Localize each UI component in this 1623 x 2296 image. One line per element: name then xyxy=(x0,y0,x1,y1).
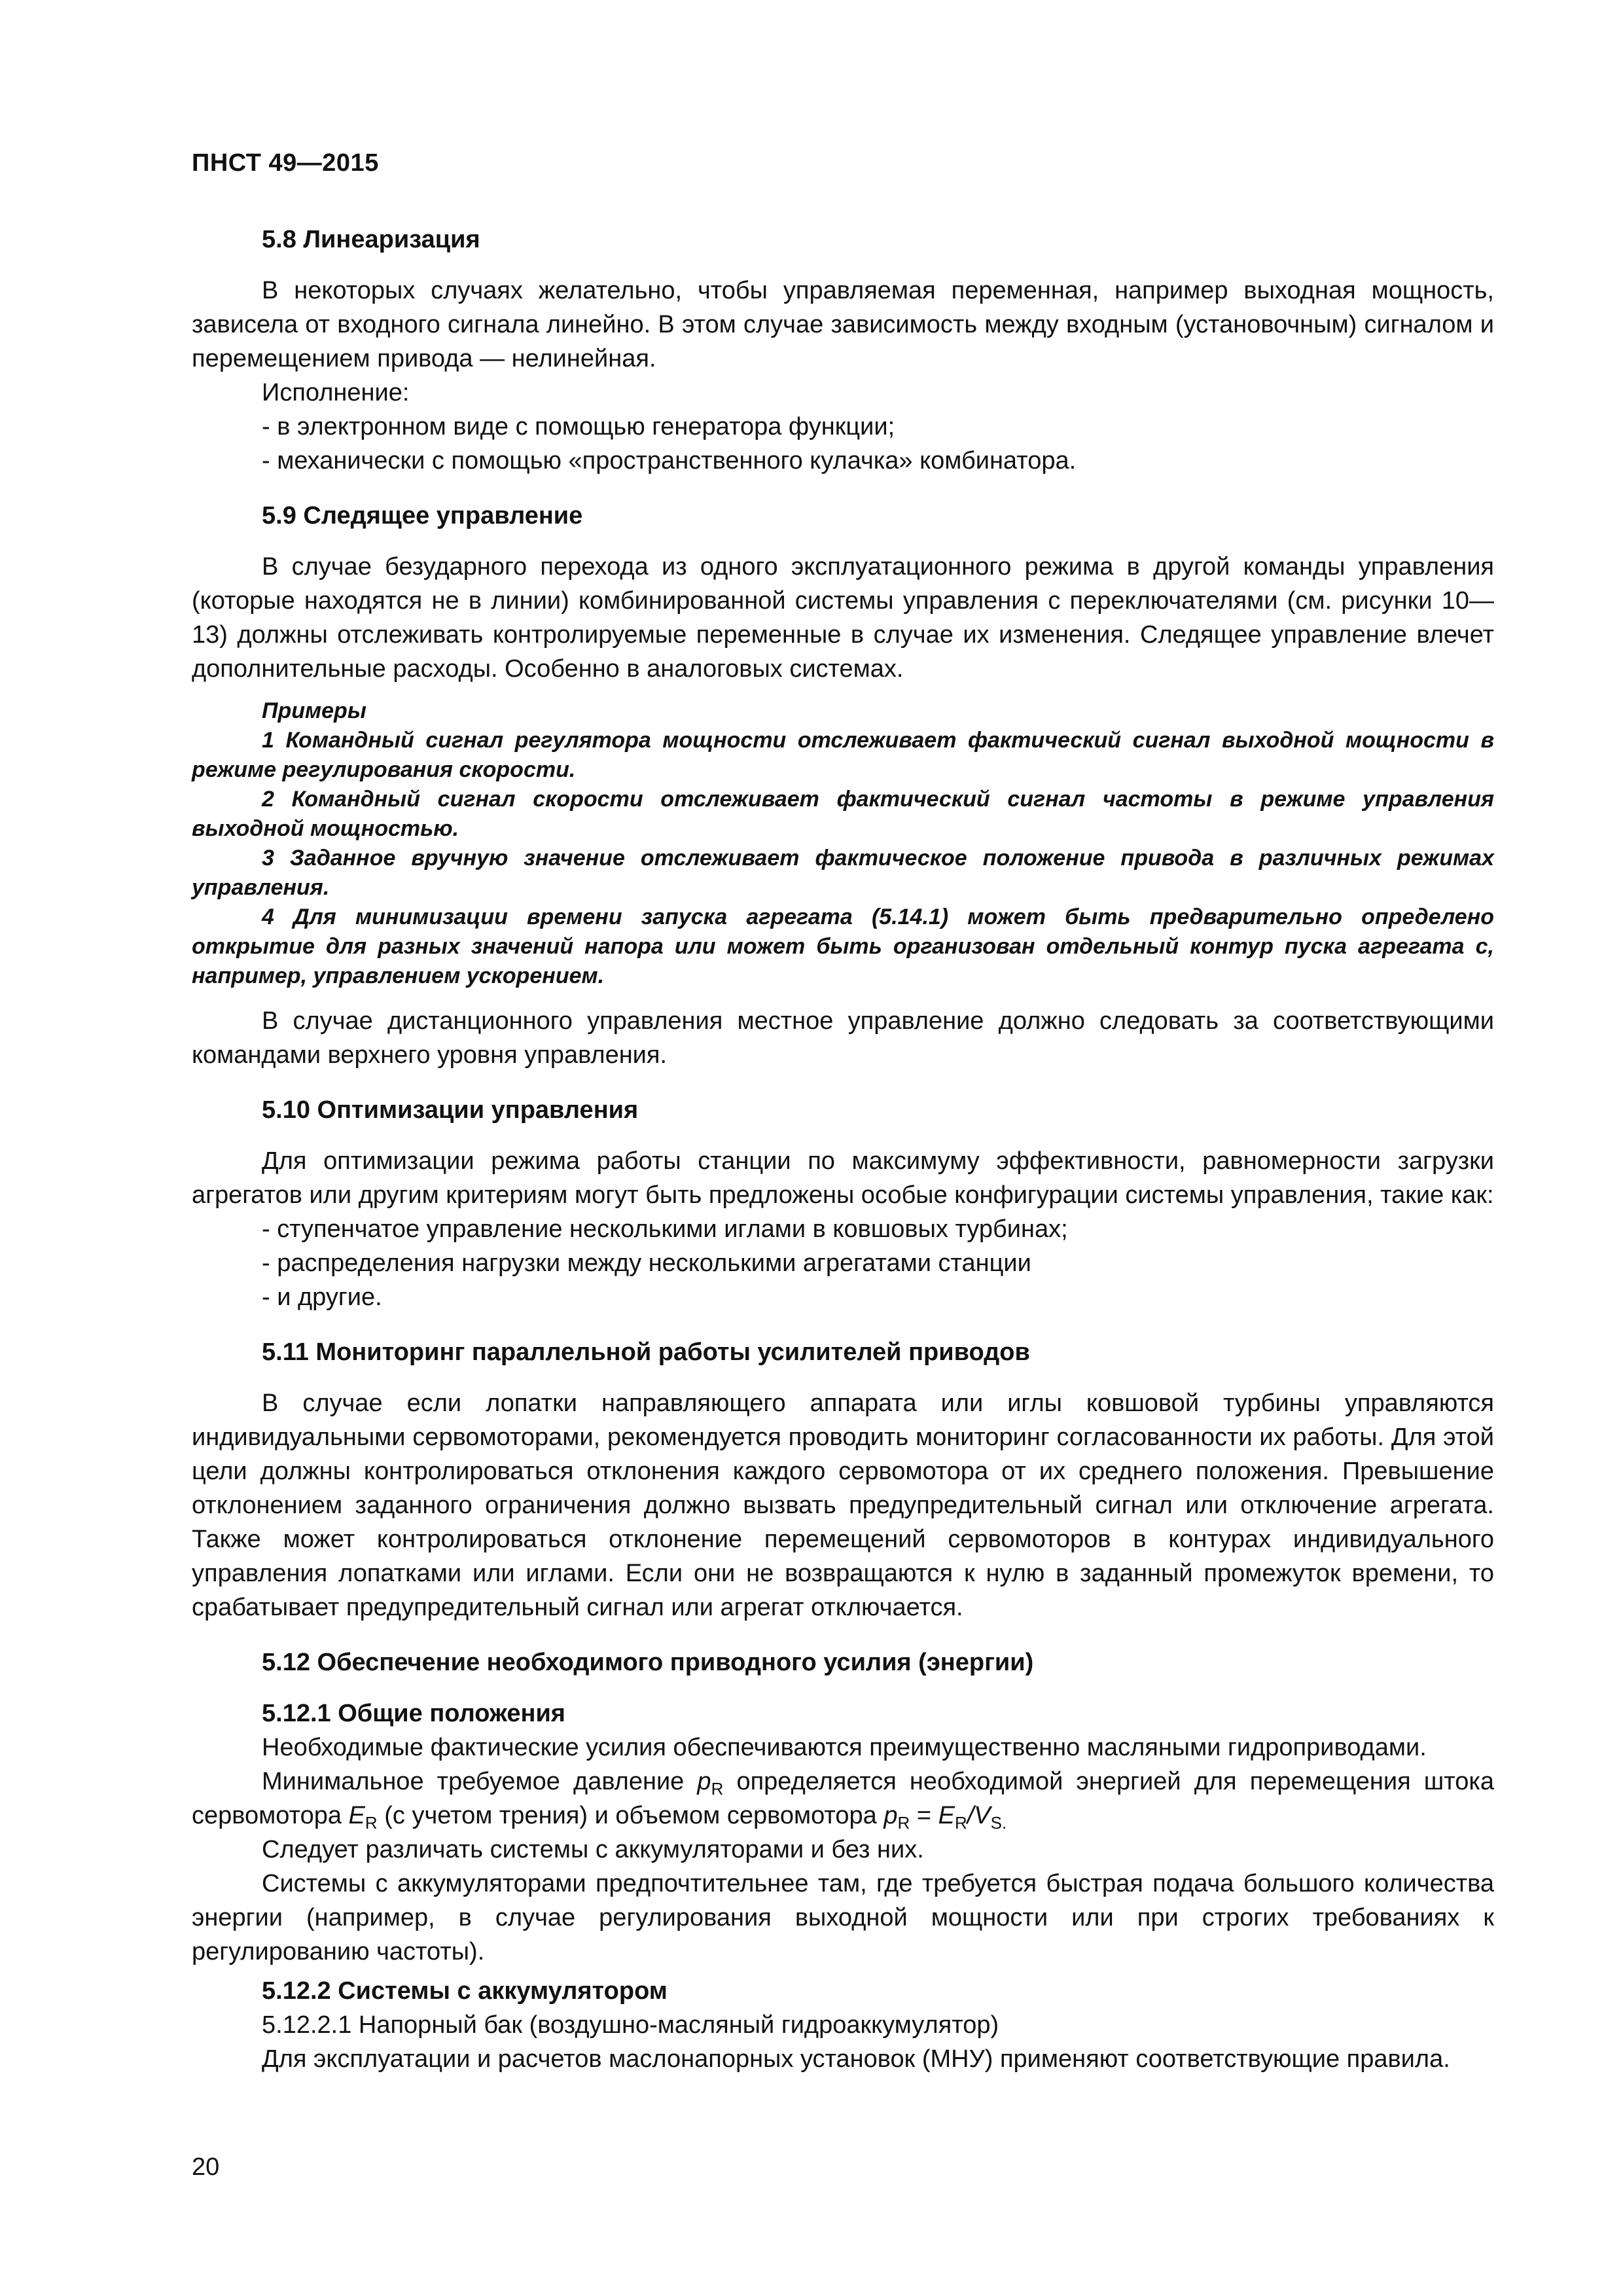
section-heading: 5.8 Линеаризация xyxy=(262,226,480,253)
document-body xyxy=(192,223,1494,2097)
examples-block xyxy=(192,696,1494,991)
example-item: 2 Командный сигнал скорости отслеживает фактический сигнал частоты в режиме управления выходной мощностью. xyxy=(192,787,1494,841)
spacer xyxy=(192,1679,1494,1696)
subsection-heading: 5.12.2 Системы с аккумулятором xyxy=(262,1977,668,2005)
section-heading: 5.9 Следящее управление xyxy=(262,502,583,529)
text-run: Минимальное требуемое давление xyxy=(262,1768,698,1795)
symbol-e: E xyxy=(938,1802,955,1829)
text-run: определяется необходимой энергией для перемещения штока сервомотора xyxy=(192,1768,1494,1829)
list-item: - ступенчатое управление несколькими иглами в ковшовых турбинах; xyxy=(262,1215,1068,1243)
spacer xyxy=(192,1369,1494,1386)
symbol-v: V xyxy=(974,1802,991,1829)
section-5-11 xyxy=(192,1335,1494,1624)
paragraph: В случае дистанционного управления местное управление должно следовать за соответствующими командами верхнего уровня управления. xyxy=(192,1007,1494,1069)
subscript-r: R xyxy=(897,1813,910,1833)
list-item: - распределения нагрузки между несколькими агрегатами станции xyxy=(262,1249,1031,1277)
paragraph: Исполнение: xyxy=(262,379,410,406)
subscript-r: R xyxy=(365,1813,378,1833)
subsection-heading: 5.12.1 Общие положения xyxy=(262,1700,565,1727)
paragraph: 5.12.2.1 Напорный бак (воздушно-масляный гидроаккумулятор) xyxy=(262,2011,999,2039)
list-item: - в электронном виде с помощью генератора функции; xyxy=(262,413,895,440)
paragraph: Для эксплуатации и расчетов маслонапорных установок (МНУ) применяют соответствующие правила. xyxy=(262,2045,1450,2073)
examples-label: Примеры xyxy=(262,698,366,723)
section-heading: 5.10 Оптимизации управления xyxy=(262,1096,639,1124)
subscript-r: R xyxy=(711,1779,724,1799)
symbol-p: p xyxy=(697,1768,711,1795)
standard-code: ПНСТ 49—2015 xyxy=(192,149,379,177)
symbol-p: p xyxy=(883,1802,898,1829)
paragraph-with-formula xyxy=(192,1765,1494,1833)
paragraph: Системы с аккумуляторами предпочтительнее там, где требуется быстрая подача большого количества энергии (например, в случае регулирования выходной мощности или при строгих требованиях к регулированию частоты). xyxy=(192,1870,1494,1965)
spacer xyxy=(192,533,1494,550)
spacer xyxy=(192,257,1494,274)
list-item: - механически с помощью «пространственного кулачка» комбинатора. xyxy=(262,447,1077,475)
example-item: 3 Заданное вручную значение отслеживает фактическое положение привода в различных режимах управления. xyxy=(192,846,1494,900)
paragraph: В некоторых случаях желательно, чтобы управляемая переменная, например выходная мощность, зависела от входного сигнала линейно. В этом случае зависимость между входным (установочным) сигналом и перемещением привода — нелинейная. xyxy=(192,277,1494,372)
paragraph: Для оптимизации режима работы станции по максимуму эффективности, равномерности загрузки агрегатов или другим критериям могут быть предложены особые конфигурации системы управления, такие как: xyxy=(192,1147,1494,1209)
section-5-9 xyxy=(192,499,1494,1072)
division-slash: / xyxy=(967,1802,974,1829)
paragraph: Необходимые фактические усилия обеспечиваются преимущественно масляными гидроприводами. xyxy=(262,1734,1427,1761)
section-5-10 xyxy=(192,1093,1494,1314)
section-5-8 xyxy=(192,223,1494,478)
section-heading: 5.11 Мониторинг параллельной работы усилителей приводов xyxy=(262,1338,1030,1366)
symbol-e: E xyxy=(348,1802,365,1829)
subscript-r: R xyxy=(954,1813,967,1833)
subscript-s: S. xyxy=(990,1813,1007,1833)
paragraph: В случае безударного перехода из одного эксплуатационного режима в другой команды управления (которые находятся не в линии) комбинированной системы управления с переключателями (см. рисунки 10—13) должны отслеживать контролируемые переменные в случае их изменения. Следящее управление влечет дополнительные расходы. Особенно в аналоговых системах. xyxy=(192,553,1494,683)
section-heading: 5.12 Обеспечение необходимого приводного усилия (энергии) xyxy=(262,1649,1034,1676)
paragraph: Следует различать системы с аккумуляторами и без них. xyxy=(262,1836,924,1863)
spacer xyxy=(192,1127,1494,1144)
paragraph: В случае если лопатки направляющего аппарата или иглы ковшовой турбины управляются индивидуальными сервомоторами, рекомендуется проводить мониторинг согласованности их работы. Для этой цели должны контролироваться отклонения каждого сервомотора от их среднего положения. Превышение отклонением заданного ограничения должно вызвать предупредительный сигнал или отключение агрегата. Также может контролироваться отклонение перемещений сервомоторов в контурах индивидуального управления лопатками или иглами. Если они не возвращаются к нулю в заданный промежуток времени, то срабатывает предупредительный сигнал или агрегат отключается. xyxy=(192,1390,1494,1621)
equals-sign: = xyxy=(910,1802,938,1829)
list-item: - и другие. xyxy=(262,1283,382,1311)
example-item: 1 Командный сигнал регулятора мощности отслеживает фактический сигнал выходной мощности в режиме регулирования скорости. xyxy=(192,728,1494,782)
page-number: 20 xyxy=(192,2153,220,2181)
example-item: 4 Для минимизации времени запуска агрегата (5.14.1) может быть предварительно определено открытие для разных значений напора или может быть организован отдельный контур пуска агрегата с, например, управлением ускорением. xyxy=(192,905,1494,988)
section-5-12 xyxy=(192,1645,1494,2076)
text-run: (с учетом трения) и объемом сервомотора xyxy=(377,1802,884,1829)
